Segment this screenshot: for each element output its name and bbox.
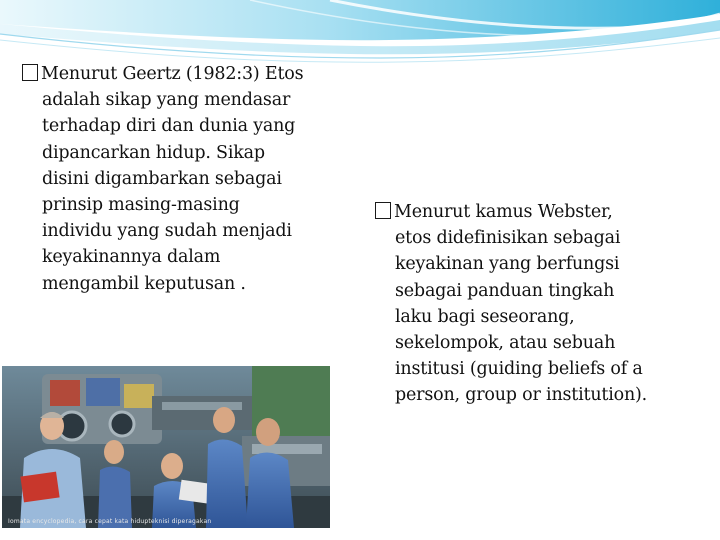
photo-illustration	[2, 366, 330, 528]
right-line-7: institusi (guiding beliefs of a	[395, 359, 643, 380]
right-line-3: keyakinan yang berfungsi	[395, 254, 620, 275]
right-line-5: laku bagi seseorang,	[395, 306, 575, 327]
photo-caption: Iomata encyclopedia, cara cepat kata hidupteknisi diperagakan	[8, 518, 212, 525]
left-line-2: adalah sikap yang mendasar	[42, 90, 291, 111]
left-line-9: mengambil keputusan .	[42, 273, 246, 294]
right-line-1-text: Menurut kamus Webster,	[394, 202, 613, 222]
right-line-8: person, group or institution).	[395, 385, 648, 406]
header-wave-decoration	[0, 0, 720, 70]
check-square-icon	[22, 64, 38, 81]
right-line-6: sekelompok, atau sebuah	[395, 333, 616, 354]
left-line-7: individu yang sudah menjadi	[42, 221, 292, 242]
geertz-definition-block	[22, 61, 342, 297]
left-line-6: prinsip masing-masing	[42, 195, 240, 216]
left-line-1-text: Menurut Geertz (1982:3) Etos	[41, 64, 304, 84]
left-line-3: terhadap diri dan dunia yang	[42, 116, 296, 137]
check-square-icon	[375, 202, 391, 219]
right-line-1	[375, 199, 705, 225]
webster-definition-block	[375, 199, 705, 409]
technicians-engine-photo	[2, 366, 330, 528]
right-line-4: sebagai panduan tingkah	[395, 280, 615, 301]
left-line-4: dipancarkan hidup. Sikap	[42, 142, 265, 163]
right-line-2: etos didefinisikan sebagai	[395, 228, 621, 249]
left-line-1	[22, 61, 342, 87]
left-line-8: keyakinannya dalam	[42, 247, 221, 268]
left-line-5: disini digambarkan sebagai	[42, 168, 282, 189]
